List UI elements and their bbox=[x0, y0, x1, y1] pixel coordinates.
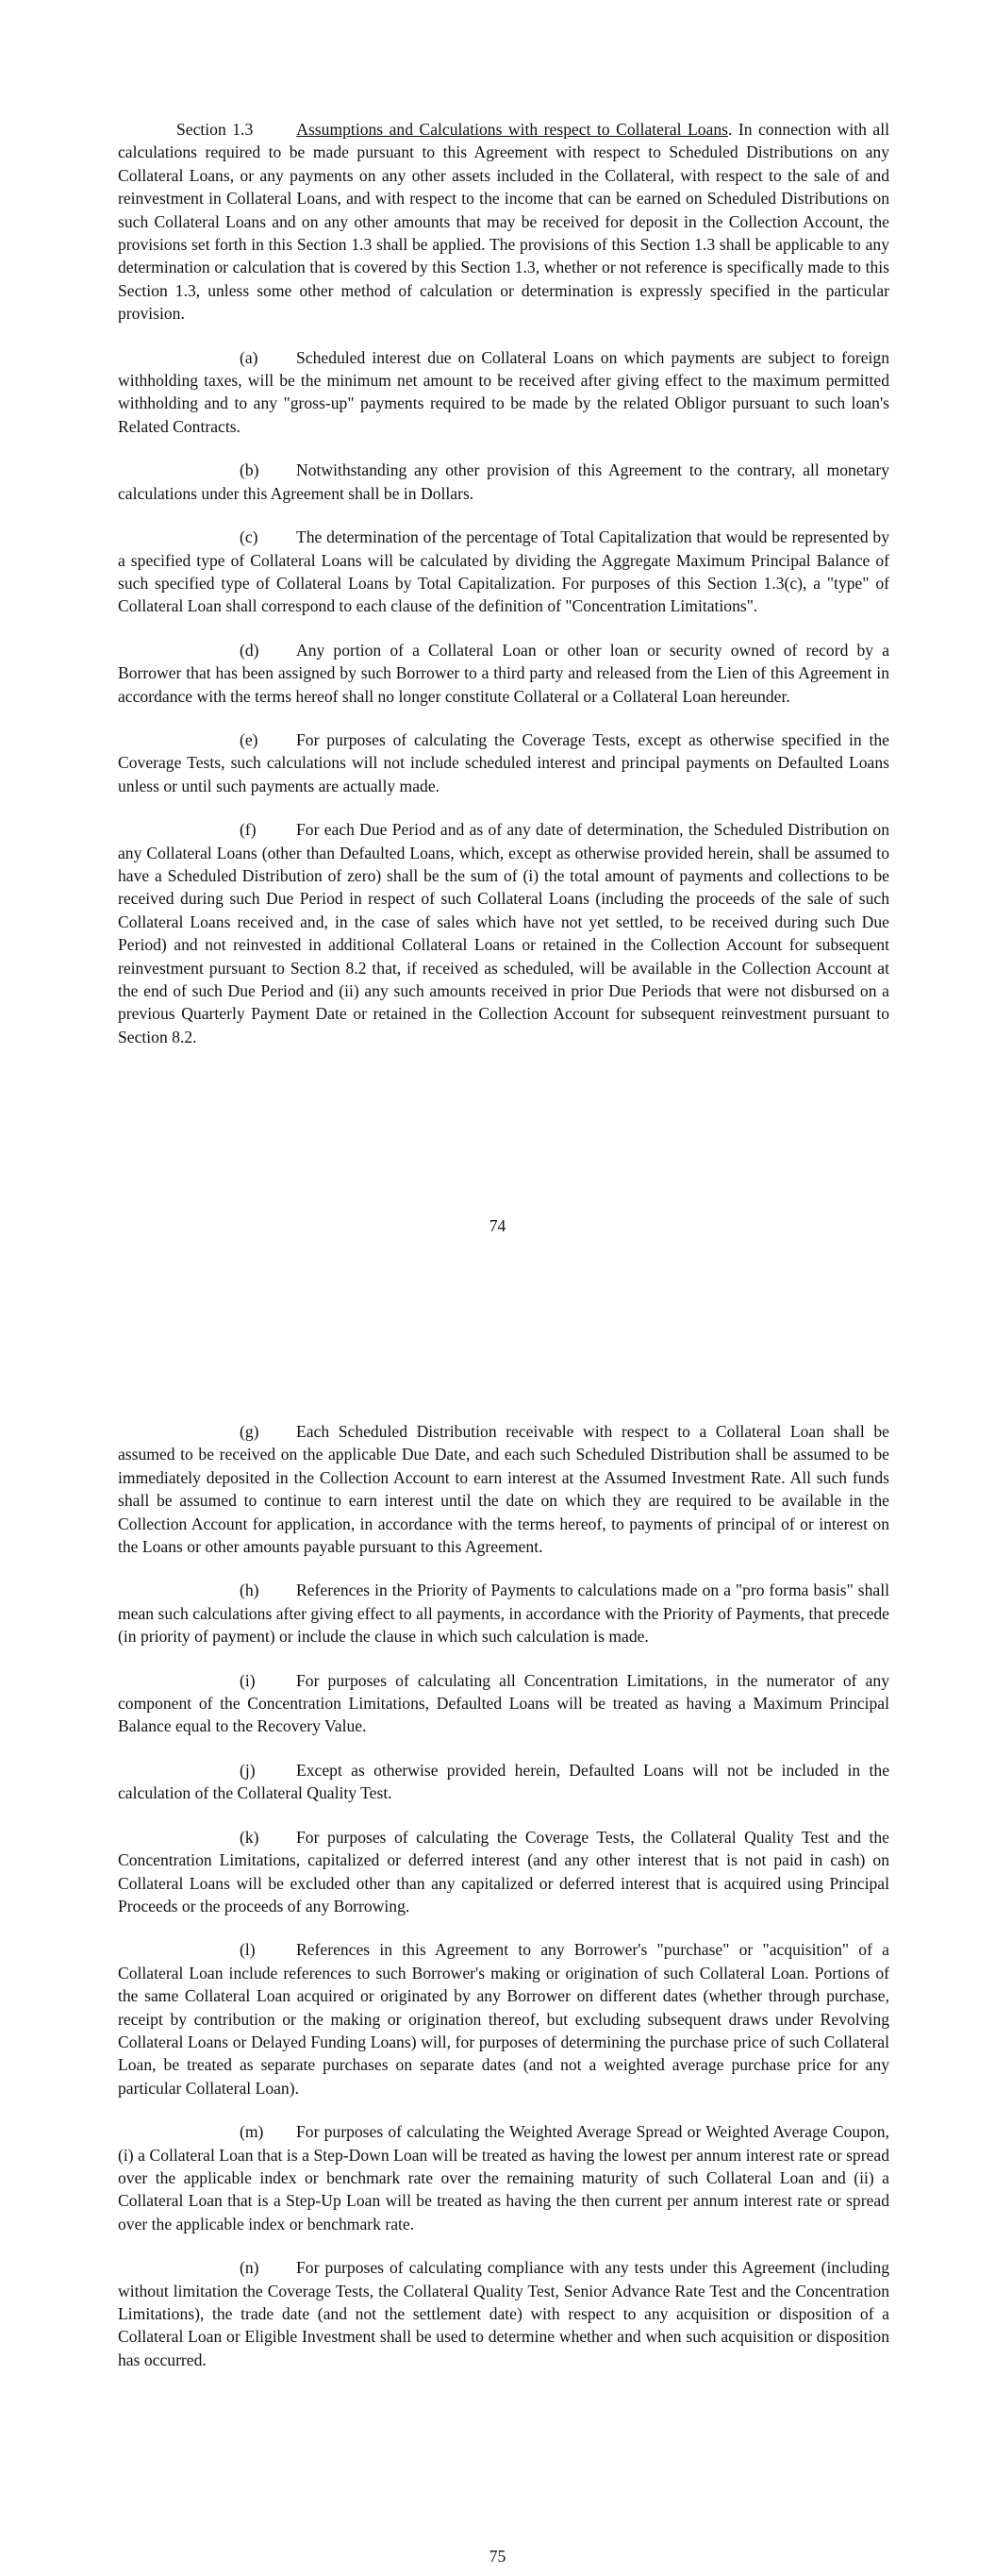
clause-label: (g) bbox=[240, 1422, 259, 1441]
clause-label: (m) bbox=[240, 2122, 264, 2142]
clause-text: For purposes of calculating all Concentration Limitations, in the numerator of any component of the Concentration Limitations, Defaulted Loans will be treated as having a Maximum Principal Balance equal to the Recovery Value. bbox=[118, 1670, 889, 1736]
clause-d bbox=[118, 639, 889, 708]
clause-text: References in this Agreement to any Borrower's "purchase" or "acquisition" of a Collateral Loan include references to such Borrower's making or origination of such Collateral Loan. Portions of the same Collateral Loan acquired or originated by any Borrower on different dates (whether through purchase, receipt by contribution or the making or origination thereof, but excluding subsequent draws under Revolving Collateral Loans or Delayed Funding Loans) will, for purposes of determining the purchase price of such Collateral Loan, be treated as separate purchases on separate dates (and not a weighted average purchase price for any particular Collateral Loan). bbox=[118, 1940, 889, 2098]
page-content bbox=[118, 118, 889, 1069]
clause-label: (i) bbox=[240, 1670, 256, 1690]
clause-text: Scheduled interest due on Collateral Loans on which payments are subject to foreign withholding taxes, will be the minimum net amount to be received after giving effect to the maximum permitted withholding and to any "gross-up" payments required to be made by the related Obligor pursuant to such loan's Related Contracts. bbox=[118, 347, 889, 436]
clause-label: (h) bbox=[240, 1581, 259, 1600]
clause-label: (d) bbox=[240, 640, 259, 660]
clause-label: (c) bbox=[240, 527, 258, 547]
clause-label: (l) bbox=[240, 1940, 256, 1960]
document-page-75 bbox=[0, 1288, 995, 2576]
clause-g bbox=[118, 1420, 889, 1558]
section-body: . In connection with all calculations required to be made pursuant to this Agreement with respect to Scheduled Distributions on any Collateral Loans, or any payments on any other assets included in the Collateral, with respect to the sale of and reinvestment in Collateral Loans, and with respect to the income that can be earned on Scheduled Distributions on such Collateral Loans and on any other amounts that may be received for deposit in the Collection Account, the provisions set forth in this Section 1.3 shall be applied. The provisions of this Section 1.3 shall be applicable to any determination or calculation that is covered by this Section 1.3, whether or not reference is specifically made to this Section 1.3, unless some other method of calculation or determination is expressly specified in the particular provision. bbox=[118, 120, 889, 324]
clause-l bbox=[118, 1938, 889, 2099]
clause-label: (k) bbox=[240, 1827, 259, 1847]
clause-text: Except as otherwise provided herein, Defaulted Loans will not be included in the calculation of the Collateral Quality Test. bbox=[118, 1760, 889, 1803]
clause-a bbox=[118, 346, 889, 439]
clause-label: (b) bbox=[240, 460, 259, 480]
clause-label: (j) bbox=[240, 1760, 256, 1780]
section-1-3-paragraph bbox=[118, 118, 889, 326]
clause-label: (f) bbox=[240, 820, 257, 840]
clause-text: For each Due Period and as of any date of determination, the Scheduled Distribution on any Collateral Loans (other than Defaulted Loans, which, except as otherwise provided herein, shall be assumed to have a Scheduled Distribution of zero) shall be the sum of (i) the total amount of payments and collections to be received during such Due Period in respect of such Collateral Loans (including the proceeds of the sale of such Collateral Loans received and, in the case of sales which have not yet settled, to be received during such Due Period) and not reinvested in additional Collateral Loans or retained in the Collection Account for subsequent reinvestment pursuant to Section 8.2 that, if received as scheduled, will be available in the Collection Account at the end of such Due Period and (ii) any such amounts received in prior Due Periods that were not disbursed on a previous Quarterly Payment Date or retained in the Collection Account for subsequent reinvestment pursuant to Section 8.2. bbox=[118, 820, 889, 1046]
clause-k bbox=[118, 1826, 889, 1918]
clause-text: Notwithstanding any other provision of this Agreement to the contrary, all monetary calculations under this Agreement shall be in Dollars. bbox=[118, 460, 889, 503]
clause-b bbox=[118, 459, 889, 505]
clause-e bbox=[118, 728, 889, 797]
clause-m bbox=[118, 2120, 889, 2235]
clause-label: (n) bbox=[240, 2258, 259, 2278]
clause-c bbox=[118, 526, 889, 618]
clause-text: Any portion of a Collateral Loan or other loan or security owned of record by a Borrower that has been assigned by such Borrower to a third party and released from the Lien of this Agreement in accordance with the terms hereof shall no longer constitute Collateral or a Collateral Loan hereunder. bbox=[118, 640, 889, 706]
section-number: Section 1.3 bbox=[176, 120, 254, 139]
clause-text: The determination of the percentage of Total Capitalization that would be represented by a specified type of Collateral Loans will be calculated by dividing the Aggregate Maximum Principal Balance of such specified type of Collateral Loans by Total Capitalization. For purposes of this Section 1.3(c), a "type" of Collateral Loan shall correspond to each clause of the definition of "Concentration Limitations". bbox=[118, 527, 889, 616]
clause-text: For purposes of calculating the Weighted Average Spread or Weighted Average Coupon, (i) a Collateral Loan that is a Step-Down Loan will be treated as having the lowest per annum interest rate or spread over the applicable index or benchmark rate over the remaining maturity of such Collateral Loan and (ii) a Collateral Loan that is a Step-Up Loan will be treated as having the then current per annum interest rate or spread over the applicable index or benchmark rate. bbox=[118, 2122, 889, 2233]
clause-i bbox=[118, 1669, 889, 1738]
page-content bbox=[118, 1420, 889, 2392]
clause-h bbox=[118, 1579, 889, 1648]
page-number: 74 bbox=[489, 1216, 506, 1235]
clause-label: (e) bbox=[240, 729, 258, 749]
clause-text: References in the Priority of Payments to calculations made on a "pro forma basis" shall mean such calculations after giving effect to all payments, in accordance with the Priority of Payments, that precede (in priority of payment) or include the clause in which such calculation is made. bbox=[118, 1581, 889, 1647]
clause-j bbox=[118, 1759, 889, 1805]
clause-text: For purposes of calculating the Coverage Tests, except as otherwise specified in the Coverage Tests, such calculations will not include scheduled interest and principal payments on Defaulted Loans unless or until such payments are actually made. bbox=[118, 729, 889, 795]
page-number: 75 bbox=[489, 2547, 506, 2566]
clause-f bbox=[118, 818, 889, 1048]
clause-text: For purposes of calculating compliance with any tests under this Agreement (including without limitation the Coverage Tests, the Collateral Quality Test, Senior Advance Rate Test and the Concentration Limitations), the trade date (and not the settlement date) with respect to any acquisition or disposition of a Collateral Loan or Eligible Investment shall be used to determine whether and when such acquisition or disposition has occurred. bbox=[118, 2258, 889, 2369]
clause-text: Each Scheduled Distribution receivable with respect to a Collateral Loan shall be assumed to be received on the applicable Due Date, and each such Scheduled Distribution shall be assumed to be immediately deposited in the Collection Account to earn interest at the Assumed Investment Rate. All such funds shall be assumed to continue to earn interest until the date on which they are required to be available in the Collection Account for application, in accordance with the terms hereof, to payments of principal of or interest on the Loans or other amounts payable pursuant to this Agreement. bbox=[118, 1422, 889, 1557]
section-title: Assumptions and Calculations with respect to Collateral Loans bbox=[296, 120, 728, 139]
clause-n bbox=[118, 2256, 889, 2371]
clause-label: (a) bbox=[240, 347, 258, 367]
clause-text: For purposes of calculating the Coverage Tests, the Collateral Quality Test and the Concentration Limitations, capitalized or deferred interest (and any other interest that is not paid in cash) on Collateral Loans will be excluded other than any capitalized or deferred interest that is acquired using Principal Proceeds or the proceeds of any Borrowing. bbox=[118, 1827, 889, 1915]
